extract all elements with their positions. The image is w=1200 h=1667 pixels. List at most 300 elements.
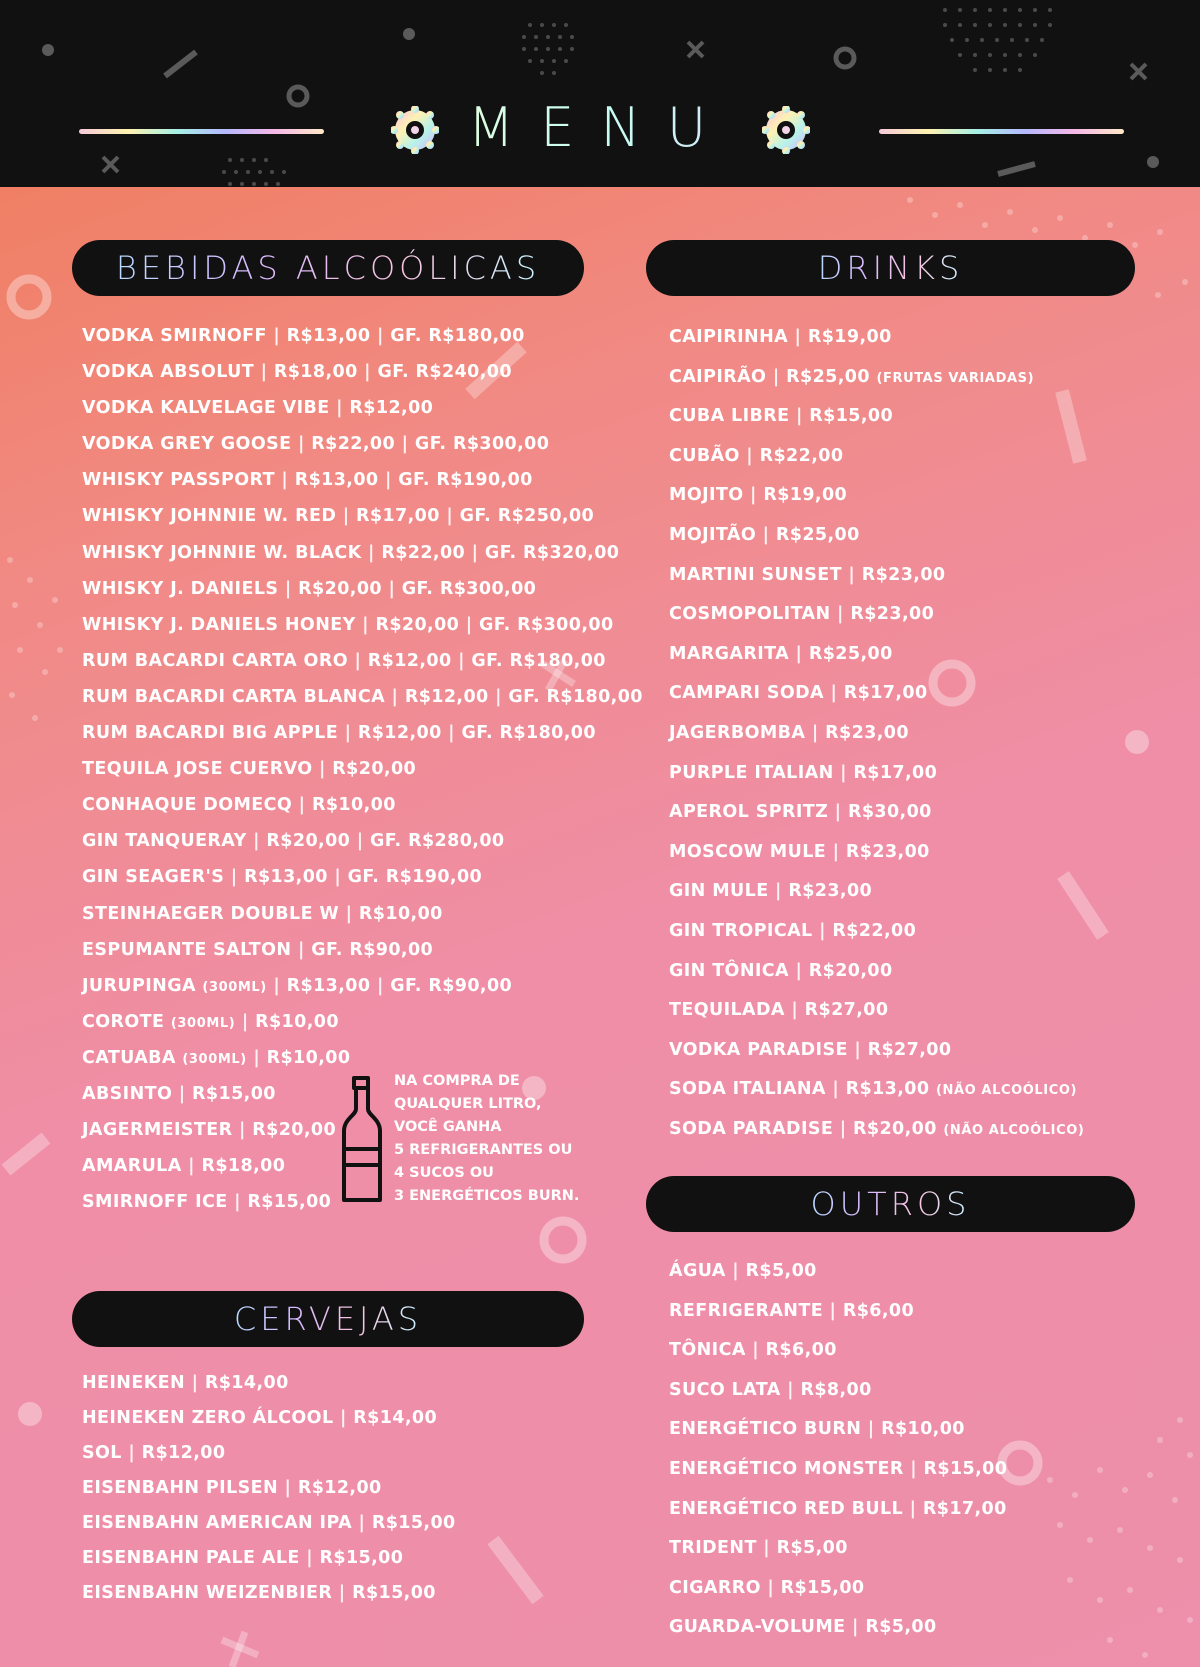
menu-item <box>82 318 643 354</box>
separator: | <box>768 881 789 902</box>
item-bottle-price: GF. R$280,00 <box>370 831 505 852</box>
separator: | <box>833 762 854 783</box>
separator: | <box>385 686 405 707</box>
item-name: MARTINI SUNSET <box>669 564 842 585</box>
item-name: MOJITÃO <box>669 524 757 545</box>
menu-item <box>669 833 1084 873</box>
promo-line: VOCÊ GANHA <box>394 1119 502 1135</box>
separator: | <box>788 960 809 981</box>
item-name: WHISKY J. DANIELS HONEY <box>82 614 356 635</box>
item-price: R$15,00 <box>780 1577 865 1598</box>
separator: | <box>766 366 787 387</box>
item-name: JURUPINGA <box>82 975 196 996</box>
item-price: R$8,00 <box>800 1379 872 1400</box>
item-price: R$27,00 <box>867 1039 952 1060</box>
item-price: R$23,00 <box>845 841 930 862</box>
separator: | <box>743 485 764 506</box>
menu-item <box>82 932 643 968</box>
item-price: R$20,00 <box>375 614 460 635</box>
menu-item <box>82 354 643 390</box>
menu-item <box>82 1436 456 1471</box>
promo-line: 4 SUCOS OU <box>394 1165 494 1181</box>
separator: | <box>327 867 348 888</box>
item-price: R$12,00 <box>404 686 489 707</box>
separator: | <box>291 434 312 455</box>
menu-item <box>669 476 1084 516</box>
item-price: R$15,00 <box>247 1192 332 1213</box>
separator: | <box>370 326 391 346</box>
item-price: R$5,00 <box>776 1538 848 1559</box>
item-price: R$22,00 <box>311 434 396 455</box>
item-name: SOL <box>82 1443 122 1463</box>
section-header-drinks <box>646 240 1135 296</box>
item-bottle-price: GF. R$320,00 <box>484 542 620 563</box>
item-bottle-price: GF. R$90,00 <box>390 975 513 996</box>
separator: | <box>459 614 480 635</box>
menu-item <box>82 390 643 426</box>
item-price: R$6,00 <box>765 1340 837 1361</box>
item-name: SMIRNOFF ICE <box>82 1192 228 1213</box>
item-price: R$20,00 <box>808 960 893 981</box>
item-note: (NÃO ALCOÓLICO) <box>943 1122 1085 1138</box>
item-name: ESPUMANTE SALTON <box>82 939 292 960</box>
separator: | <box>339 903 359 924</box>
menu-item <box>669 714 1084 754</box>
item-price: R$18,00 <box>201 1156 286 1177</box>
menu-item <box>669 674 1084 714</box>
item-price: R$15,00 <box>352 1583 436 1603</box>
separator: | <box>395 434 415 455</box>
item-price: R$20,00 <box>298 578 382 599</box>
item-price: R$17,00 <box>356 506 440 527</box>
menu-item <box>82 607 643 643</box>
promo-line: 3 ENERGÉTICOS BURN. <box>394 1188 580 1204</box>
item-name: GIN TROPICAL <box>669 920 813 941</box>
separator: | <box>725 1261 746 1281</box>
menu-item <box>82 823 643 859</box>
separator: | <box>439 506 460 527</box>
separator: | <box>235 1011 256 1032</box>
menu-title: MENU <box>0 96 1200 159</box>
item-name: GIN MULE <box>669 881 769 902</box>
item-note: (300ML) <box>170 1015 236 1031</box>
item-name: VODKA ABSOLUT <box>82 362 255 383</box>
item-bottle-price: GF. R$250,00 <box>459 506 595 527</box>
item-name: TÔNICA <box>669 1340 746 1361</box>
menu-item <box>82 498 643 534</box>
separator: | <box>378 470 399 491</box>
separator: | <box>181 1156 202 1177</box>
separator: | <box>826 841 846 862</box>
item-price: R$18,00 <box>273 362 358 383</box>
menu-item <box>82 896 643 932</box>
separator: | <box>348 650 368 671</box>
menu-item <box>669 1529 1007 1569</box>
item-name: VODKA GREY GOOSE <box>82 434 292 455</box>
item-price: R$14,00 <box>204 1373 289 1393</box>
item-name: JAGERMEISTER <box>82 1120 233 1141</box>
item-name: MOJITO <box>669 485 744 506</box>
item-name: JAGERBOMBA <box>669 722 806 743</box>
item-name: CAIPIRÃO <box>669 366 767 387</box>
item-name: TEQUILADA <box>669 1000 785 1021</box>
menu-item <box>669 318 1084 358</box>
promo-text <box>394 1070 594 1208</box>
item-name: VODKA KALVELAGE VIBE <box>82 398 330 419</box>
menu-item <box>669 1608 1007 1648</box>
item-name: CAIPIRINHA <box>669 327 789 347</box>
separator: | <box>823 1300 843 1321</box>
item-bottle-price: GF. R$240,00 <box>377 362 512 383</box>
separator: | <box>254 362 274 383</box>
section-header-bebidas <box>72 240 584 296</box>
menu-item <box>82 462 643 498</box>
item-note: (FRUTAS VARIADAS) <box>876 370 1035 386</box>
separator: | <box>278 1478 298 1498</box>
separator: | <box>266 326 287 346</box>
separator: | <box>224 867 245 888</box>
separator: | <box>805 722 826 743</box>
item-note: (NÃO ALCOÓLICO) <box>935 1083 1078 1099</box>
separator: | <box>291 939 312 960</box>
menu-item <box>82 1541 456 1576</box>
separator: | <box>756 524 776 545</box>
item-price: R$20,00 <box>252 1120 337 1141</box>
item-price: R$10,00 <box>881 1419 965 1440</box>
item-name: CUBA LIBRE <box>669 406 790 427</box>
separator: | <box>232 1120 253 1141</box>
item-price: R$15,00 <box>319 1548 404 1568</box>
menu-item <box>669 556 1084 596</box>
item-price: R$25,00 <box>775 524 860 545</box>
item-name: SUCO LATA <box>669 1379 781 1400</box>
menu-item <box>669 952 1084 992</box>
separator: | <box>833 1118 854 1139</box>
separator: | <box>370 975 391 996</box>
menu-item <box>82 1471 456 1506</box>
separator: | <box>352 1513 372 1533</box>
item-name: HEINEKEN <box>82 1373 186 1393</box>
separator: | <box>338 723 358 744</box>
item-price: R$22,00 <box>381 542 466 563</box>
header-bar <box>0 0 1200 187</box>
item-price: R$12,00 <box>297 1478 382 1498</box>
separator: | <box>845 1617 866 1638</box>
item-price: R$15,00 <box>923 1458 1008 1479</box>
separator: | <box>172 1083 193 1104</box>
menu-item <box>669 1331 1007 1371</box>
menu-item <box>82 787 643 823</box>
separator: | <box>788 327 808 347</box>
separator: | <box>812 920 833 941</box>
separator: | <box>246 831 267 852</box>
item-price: R$23,00 <box>825 722 909 743</box>
section-title: OUTROS <box>810 1185 971 1223</box>
separator: | <box>266 975 287 996</box>
drinks-list <box>669 318 1084 1149</box>
item-name: WHISKY JOHNNIE W. BLACK <box>82 542 362 563</box>
item-price: R$30,00 <box>847 802 932 823</box>
item-name: WHISKY PASSPORT <box>82 470 275 491</box>
item-name: STEINHAEGER DOUBLE W <box>82 903 340 924</box>
separator: | <box>441 723 462 744</box>
separator: | <box>828 802 848 823</box>
menu-item <box>669 1490 1007 1530</box>
item-bottle-price: GF. R$180,00 <box>390 326 525 346</box>
item-name: ENERGÉTICO BURN <box>669 1419 862 1440</box>
menu-item <box>82 968 643 1004</box>
menu-item <box>82 1401 456 1436</box>
item-price: R$22,00 <box>759 445 844 466</box>
item-price: R$10,00 <box>255 1011 339 1032</box>
menu-item <box>669 991 1084 1031</box>
item-name: CONHAQUE DOMECQ <box>82 795 293 816</box>
item-price: R$23,00 <box>788 881 873 902</box>
item-name: ENERGÉTICO RED BULL <box>669 1498 904 1519</box>
item-price: R$15,00 <box>371 1513 456 1533</box>
item-price: R$10,00 <box>311 795 396 816</box>
menu-item <box>82 679 643 715</box>
item-name: REFRIGERANTE <box>669 1300 824 1321</box>
item-name: EISENBAHN WEIZENBIER <box>82 1583 333 1603</box>
item-name: GIN TANQUERAY <box>82 831 247 852</box>
outros-list <box>669 1252 1007 1648</box>
menu-item <box>669 635 1084 675</box>
item-price: R$27,00 <box>804 1000 889 1021</box>
separator: | <box>246 1047 267 1068</box>
separator: | <box>488 686 509 707</box>
promo-line: QUALQUER LITRO, <box>394 1096 542 1112</box>
menu-item <box>669 1450 1007 1490</box>
item-price: R$13,00 <box>286 975 371 996</box>
separator: | <box>336 506 357 527</box>
separator: | <box>825 1079 846 1100</box>
item-name: HEINEKEN ZERO ÁLCOOL <box>82 1408 334 1428</box>
item-price: R$12,00 <box>367 650 452 671</box>
item-price: R$13,00 <box>244 867 328 888</box>
menu-item <box>669 1252 1007 1292</box>
separator: | <box>789 406 810 427</box>
section-header-outros <box>646 1176 1135 1232</box>
separator: | <box>381 578 402 599</box>
item-price: R$13,00 <box>286 326 371 346</box>
item-name: RUM BACARDI CARTA ORO <box>82 650 348 671</box>
item-name: MARGARITA <box>669 643 790 664</box>
separator: | <box>780 1379 801 1400</box>
item-bottle-price: GF. R$190,00 <box>347 867 483 888</box>
item-name: MOSCOW MULE <box>669 841 827 862</box>
item-name: CAMPARI SODA <box>669 683 824 704</box>
item-price: R$20,00 <box>853 1118 937 1139</box>
separator: | <box>830 604 851 625</box>
item-price: R$12,00 <box>349 398 434 419</box>
item-name: PURPLE ITALIAN <box>669 762 834 783</box>
item-price: R$19,00 <box>807 327 892 347</box>
separator: | <box>299 1548 320 1568</box>
item-bottle-price: GF. R$190,00 <box>398 470 533 491</box>
item-name: AMARULA <box>82 1156 182 1177</box>
separator: | <box>903 1498 923 1519</box>
separator: | <box>903 1458 924 1479</box>
item-price: R$23,00 <box>850 604 935 625</box>
menu-item <box>82 1506 456 1541</box>
separator: | <box>784 1000 805 1021</box>
item-name: WHISKY JOHNNIE W. RED <box>82 506 337 527</box>
item-name: TRIDENT <box>669 1538 757 1559</box>
menu-item <box>669 1371 1007 1411</box>
section-header-cervejas <box>72 1291 584 1347</box>
menu-item <box>669 516 1084 556</box>
menu-item <box>669 1070 1084 1110</box>
separator: | <box>350 831 371 852</box>
item-price: R$17,00 <box>922 1498 1007 1519</box>
item-name: APEROL SPRITZ <box>669 802 829 823</box>
item-name: ENERGÉTICO MONSTER <box>669 1458 904 1479</box>
item-name: TEQUILA JOSE CUERVO <box>82 759 313 780</box>
menu-item <box>82 751 643 787</box>
menu-item <box>82 643 643 679</box>
menu-item <box>669 358 1084 398</box>
bottle-icon <box>338 1075 388 1205</box>
item-price: R$5,00 <box>865 1617 937 1638</box>
item-name: GIN SEAGER'S <box>82 867 225 888</box>
vinyl-disc-icon <box>762 106 810 154</box>
separator: | <box>355 614 376 635</box>
item-bottle-price: GF. R$180,00 <box>471 650 606 671</box>
item-price: R$15,00 <box>192 1083 276 1104</box>
item-price: R$20,00 <box>332 759 417 780</box>
item-name: GUARDA-VOLUME <box>669 1617 846 1638</box>
item-name: ABSINTO <box>82 1083 173 1104</box>
item-name: SODA ITALIANA <box>669 1079 826 1100</box>
item-name: RUM BACARDI CARTA BLANCA <box>82 686 386 707</box>
separator: | <box>745 1340 766 1361</box>
item-name: CIGARRO <box>669 1577 761 1598</box>
separator: | <box>274 470 295 491</box>
menu-item <box>669 1410 1007 1450</box>
separator: | <box>357 362 378 383</box>
item-name: GIN TÔNICA <box>669 960 789 981</box>
item-price: R$12,00 <box>141 1443 226 1463</box>
separator: | <box>292 795 312 816</box>
separator: | <box>739 445 760 466</box>
item-name: CUBÃO <box>669 445 740 466</box>
menu-item <box>669 1110 1084 1150</box>
menu-item <box>82 571 643 607</box>
menu-item <box>669 872 1084 912</box>
item-price: R$14,00 <box>353 1408 438 1428</box>
item-bottle-price: GF. R$180,00 <box>508 686 643 707</box>
menu-item <box>669 754 1084 794</box>
item-price: R$13,00 <box>845 1079 930 1100</box>
item-bottle-price: GF. R$300,00 <box>479 614 614 635</box>
item-name: CATUABA <box>82 1047 176 1068</box>
item-bottle-price: GF. R$300,00 <box>401 578 537 599</box>
menu-item <box>82 1004 643 1040</box>
item-price: R$17,00 <box>853 762 938 783</box>
menu-item <box>669 437 1084 477</box>
item-price: R$6,00 <box>842 1300 915 1321</box>
item-note: (300ML) <box>182 1051 247 1067</box>
separator: | <box>361 542 382 563</box>
item-name: SODA PARADISE <box>669 1118 834 1139</box>
separator: | <box>756 1538 777 1559</box>
separator: | <box>278 578 299 599</box>
item-name: EISENBAHN PILSEN <box>82 1478 279 1498</box>
separator: | <box>312 759 333 780</box>
item-price: R$22,00 <box>832 920 917 941</box>
item-name: VODKA PARADISE <box>669 1039 848 1060</box>
menu-item <box>82 859 643 895</box>
menu-item <box>82 426 643 462</box>
menu-item <box>82 1366 456 1401</box>
separator: | <box>760 1577 781 1598</box>
promo-line: 5 REFRIGERANTES OU <box>394 1142 573 1158</box>
separator: | <box>332 1583 353 1603</box>
item-note: (300ML) <box>202 979 267 995</box>
menu-item <box>669 1292 1007 1332</box>
item-name: ÁGUA <box>669 1261 726 1281</box>
item-price: R$15,00 <box>809 406 894 427</box>
separator: | <box>451 650 472 671</box>
separator: | <box>841 564 862 585</box>
promo-line: NA COMPRA DE <box>394 1073 520 1089</box>
item-price: R$5,00 <box>745 1261 817 1281</box>
separator: | <box>227 1192 248 1213</box>
separator: | <box>861 1419 882 1440</box>
item-price: R$25,00 <box>808 643 893 664</box>
item-price: R$17,00 <box>843 683 928 704</box>
item-price: R$12,00 <box>357 723 442 744</box>
item-price: R$19,00 <box>763 485 848 506</box>
item-price: R$23,00 <box>861 564 946 585</box>
separator: | <box>465 542 485 563</box>
item-name: COSMOPOLITAN <box>669 604 831 625</box>
cervejas-list <box>82 1366 456 1611</box>
separator: | <box>789 643 809 664</box>
separator: | <box>121 1443 142 1463</box>
separator: | <box>185 1373 205 1393</box>
menu-item <box>669 912 1084 952</box>
menu-item <box>669 1031 1084 1071</box>
menu-item <box>669 397 1084 437</box>
item-bottle-price: GF. R$180,00 <box>461 723 596 744</box>
item-name: RUM BACARDI BIG APPLE <box>82 723 339 744</box>
item-name: VODKA SMIRNOFF <box>82 326 267 346</box>
separator: | <box>824 683 844 704</box>
menu-item <box>669 1569 1007 1609</box>
item-price: GF. R$90,00 <box>311 939 434 960</box>
item-price: R$13,00 <box>294 470 379 491</box>
menu-item <box>82 535 643 571</box>
item-price: R$10,00 <box>266 1047 351 1068</box>
menu-item <box>82 715 643 751</box>
section-title: CERVEJAS <box>233 1300 423 1338</box>
separator: | <box>847 1039 868 1060</box>
item-name: EISENBAHN PALE ALE <box>82 1548 300 1568</box>
item-name: WHISKY J. DANIELS <box>82 578 279 599</box>
item-bottle-price: GF. R$300,00 <box>414 434 550 455</box>
menu-item <box>669 595 1084 635</box>
menu-item <box>82 1576 456 1611</box>
item-price: R$25,00 <box>786 366 870 387</box>
menu-item <box>669 793 1084 833</box>
item-price: R$20,00 <box>266 831 351 852</box>
item-price: R$10,00 <box>358 903 443 924</box>
item-name: COROTE <box>82 1011 165 1032</box>
separator: | <box>333 1408 354 1428</box>
section-title: BEBIDAS ALCOÓLICAS <box>115 249 541 287</box>
